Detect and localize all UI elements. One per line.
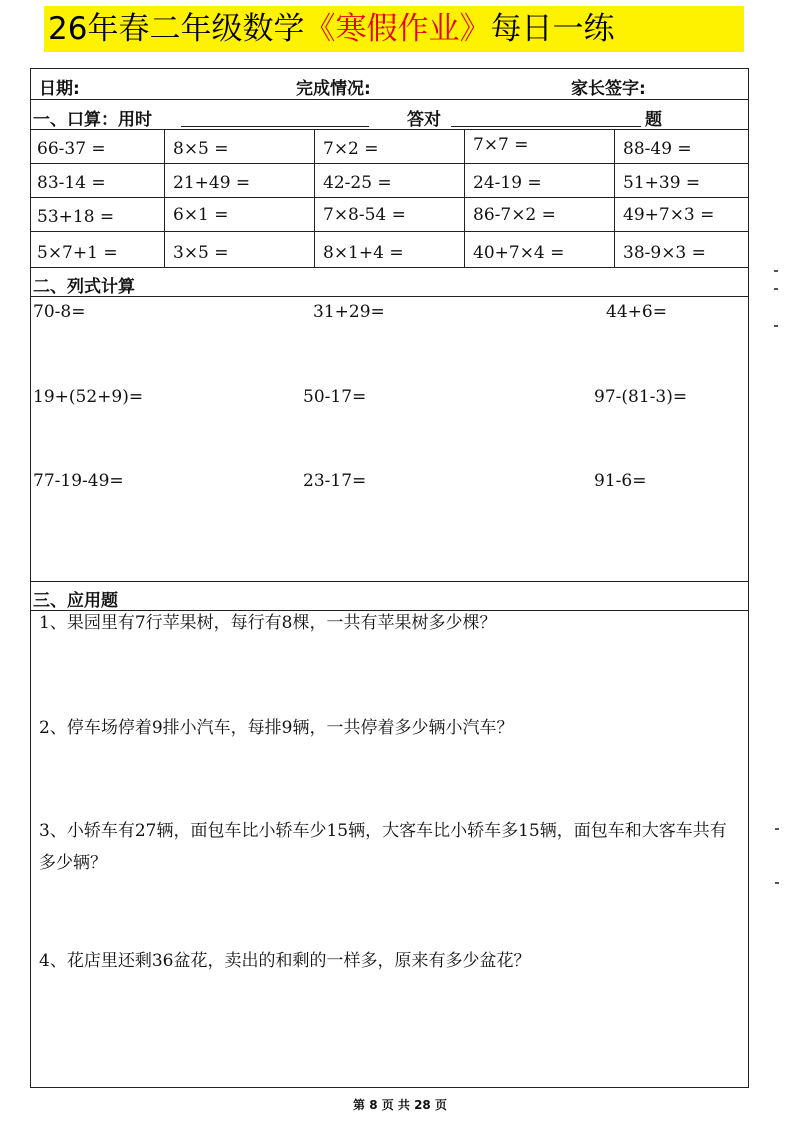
calc-problem: 97-(81-3)= <box>594 387 688 407</box>
oral-calc-item: 21+49 = <box>173 173 251 193</box>
word-problem: 2、停车场停着9排小汽车，每排9辆，一共停着多少辆小汽车？ <box>39 718 514 738</box>
grid-line <box>31 197 748 198</box>
calc-problem: 91-6= <box>594 471 647 491</box>
oral-calc-item: 49+7×3 = <box>623 205 715 225</box>
calc-problem: 70-8= <box>33 302 86 322</box>
worksheet <box>30 68 749 1088</box>
page-number: 第 8 页 共 28 页 <box>353 1098 447 1112</box>
divider <box>31 296 748 297</box>
calc-problem: 31+29= <box>313 302 385 322</box>
oral-calc-item: 8×5 = <box>173 139 229 159</box>
scan-mark <box>774 270 778 272</box>
grid-line <box>314 129 315 267</box>
oral-calc-item: 24-19 = <box>473 173 542 193</box>
calc-problem: 50-17= <box>303 387 367 407</box>
oral-calc-item: 38-9×3 = <box>623 243 706 263</box>
oral-calc-item: 83-14 = <box>37 173 106 193</box>
title-suffix: 每日一练 <box>490 11 615 47</box>
divider <box>31 267 748 268</box>
oral-calc-item: 5×7+1 = <box>37 243 118 263</box>
divider <box>31 129 748 130</box>
oral-calc-item: 7×2 = <box>323 139 379 159</box>
oral-calc-item: 42-25 = <box>323 173 392 193</box>
grid-line <box>614 129 615 267</box>
scan-mark <box>775 882 779 884</box>
oral-calc-item: 51+39 = <box>623 173 701 193</box>
calc-problem: 44+6= <box>606 302 667 322</box>
parent-signature-label: 家长签字: <box>571 79 646 99</box>
correct-blank <box>451 126 641 127</box>
oral-calc-item: 6×1 = <box>173 205 229 225</box>
scan-mark <box>774 288 778 290</box>
section3-title: 三、应用题 <box>33 591 118 611</box>
divider <box>31 99 748 100</box>
title-text: 26年春二年级数学 <box>48 11 305 47</box>
scan-mark <box>774 325 778 327</box>
word-problem: 3、小轿车有27辆，面包车比小轿车少15辆，大客车比小轿车多15辆，面包车和大客车共有多少辆？ <box>39 821 727 873</box>
oral-calc-item: 88-49 = <box>623 139 692 159</box>
correct-label: 答对 <box>407 110 441 130</box>
oral-calc-item: 7×7 = <box>473 135 529 155</box>
title-highlight: 《寒假作业》 <box>304 11 491 47</box>
oral-calc-item: 40+7×4 = <box>473 243 565 263</box>
section2-title: 二、列式计算 <box>33 277 135 297</box>
oral-calc-item: 3×5 = <box>173 243 229 263</box>
word-problem: 4、花店里还剩36盆花，卖出的和剩的一样多，原来有多少盆花？ <box>39 951 531 971</box>
divider <box>31 581 748 582</box>
page-title <box>48 8 614 50</box>
oral-calc-item: 7×8-54 = <box>323 205 406 225</box>
calc-problem: 19+(52+9)= <box>33 387 144 407</box>
title-banner <box>44 6 744 52</box>
grid-line <box>31 231 748 232</box>
oral-calc-item: 53+18 = <box>37 207 115 227</box>
time-blank <box>181 126 369 127</box>
unit-label: 题 <box>645 110 662 130</box>
date-label: 日期: <box>39 79 80 99</box>
scan-mark <box>775 828 779 830</box>
grid-line <box>31 163 748 164</box>
oral-calc-item: 86-7×2 = <box>473 205 556 225</box>
grid-line <box>464 129 465 267</box>
section1-title: 一、口算：用时 <box>33 110 152 130</box>
word-problem: 1、果园里有7行苹果树，每行有8棵，一共有苹果树多少棵？ <box>39 613 497 633</box>
oral-calc-item: 66-37 = <box>37 139 106 159</box>
calc-problem: 77-19-49= <box>33 471 124 491</box>
grid-line <box>164 129 165 267</box>
status-label: 完成情况: <box>296 79 371 99</box>
calc-problem: 23-17= <box>303 471 367 491</box>
oral-calc-item: 8×1+4 = <box>323 243 404 263</box>
